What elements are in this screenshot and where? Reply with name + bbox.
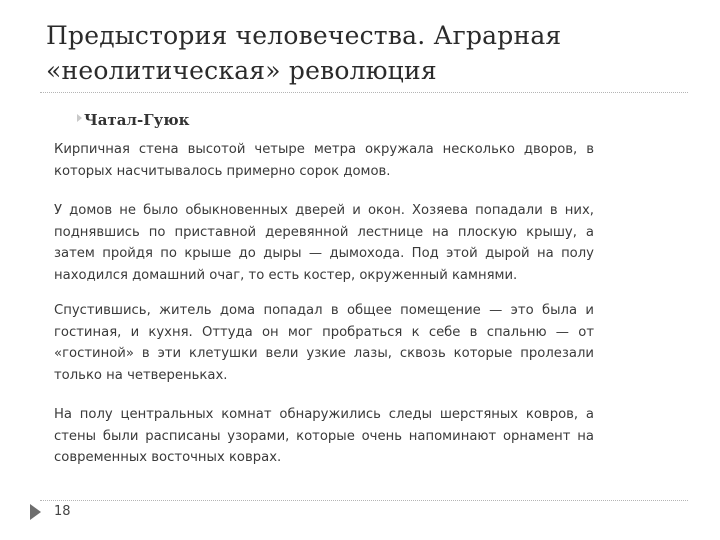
slide-title-line-2: «неолитическая» революция [46,56,437,85]
slide-title-line-1: Предыстория человечества. Аграрная [46,21,562,50]
triangle-bullet-icon [77,114,82,122]
subheading [84,111,189,129]
page-number: 18 [54,504,71,519]
play-arrow-icon [30,504,41,520]
bottom-divider [40,500,688,501]
subheading-text: Чатал-Гуюк [84,111,190,129]
paragraph-4: На полу центральных комнат обнаружились следы шерстяных ковров, а стены были расписаны узорами, которые очень напоминают орнамент на современных восточных коврах. [54,407,594,465]
slide-title [46,18,686,88]
paragraph-1: Кирпичная стена высотой четыре метра окружала несколько дворов, в которых насчитывалось примерно сорок домов. [54,142,594,179]
paragraph-3: Спустившись, житель дома попадал в общее помещение — это была и гостиная, и кухня. Оттуда он мог пробраться к себе в спальню — от «гостиной» в эти клетушки вели узкие лазы, сквозь которые пролезали только на четвереньках. [54,303,594,383]
paragraph-2: У домов не было обыкновенных дверей и окон. Хозяева попадали в них, поднявшись по приставной деревянной лестнице на плоскую крышу, а затем пройдя по крыше до дыры — дымохода. Под этой дырой на полу находился домашний очаг, то есть костер, окруженный камнями. [54,203,594,283]
top-divider [40,92,688,93]
